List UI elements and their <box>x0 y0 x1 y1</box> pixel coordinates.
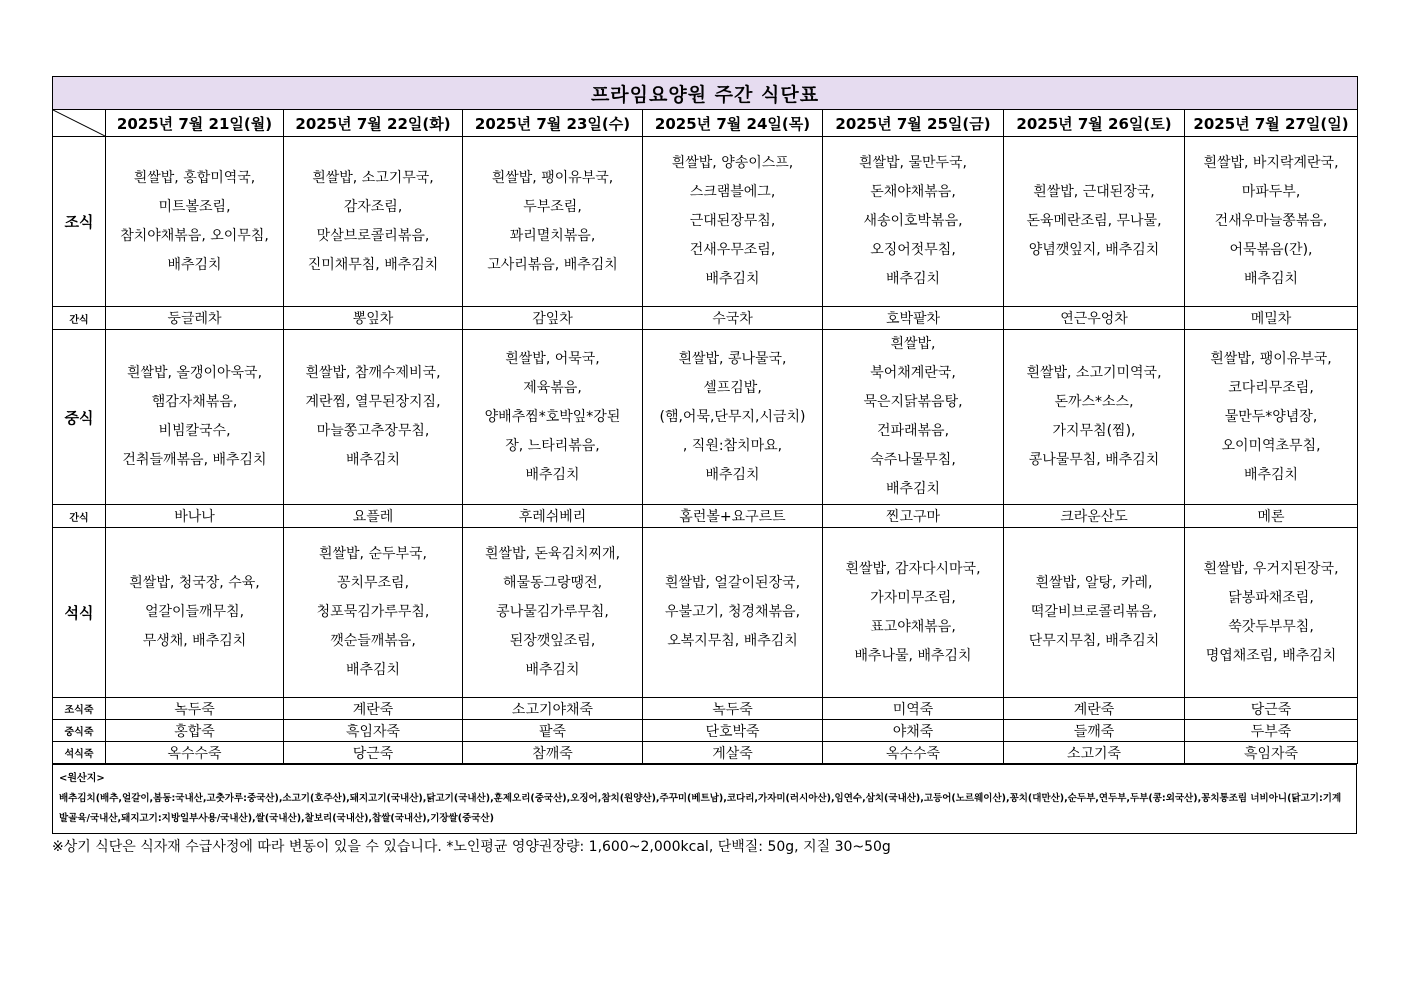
meal-cell: 흰쌀밥, 감자다시마국, 가자미무조림, 표고야채볶음, 배추나물, 배추김치 <box>823 528 1004 698</box>
row-label: 간식 <box>53 505 106 528</box>
menu-sheet <box>52 76 1357 834</box>
meal-cell: 흰쌀밥, 콩나물국, 셀프김밥, (햄,어묵,단무지,시금치) , 직원:참치마요, 배추김치 <box>643 330 823 505</box>
menu-title: 프라임요양원 주간 식단표 <box>53 77 1358 110</box>
porridge-cell: 홍합죽 <box>106 720 284 742</box>
meal-cell: 흰쌀밥, 알탕, 카레, 떡갈비브로콜리볶음, 단무지무침, 배추김치 <box>1004 528 1185 698</box>
snack-cell: 크라운산도 <box>1004 505 1185 528</box>
porridge-cell: 소고기야채죽 <box>463 698 643 720</box>
snack-cell: 호박팥차 <box>823 307 1004 330</box>
porridge-cell: 녹두죽 <box>643 698 823 720</box>
menu-row-porridge <box>53 698 1358 720</box>
porridge-cell: 소고기죽 <box>1004 742 1185 764</box>
weekly-menu-table <box>52 76 1358 764</box>
meal-cell: 흰쌀밥, 물만두국, 돈채야채볶음, 새송이호박볶음, 오징어젓무침, 배추김치 <box>823 137 1004 307</box>
porridge-cell: 당근죽 <box>1185 698 1358 720</box>
day-header: 2025년 7월 21일(월) <box>106 110 284 137</box>
porridge-cell: 흑임자죽 <box>284 720 463 742</box>
meal-cell: 흰쌀밥, 근대된장국, 돈육메란조림, 무나물, 양념깻잎지, 배추김치 <box>1004 137 1185 307</box>
snack-cell: 바나나 <box>106 505 284 528</box>
snack-cell: 메론 <box>1185 505 1358 528</box>
porridge-cell: 당근죽 <box>284 742 463 764</box>
snack-cell: 연근우엉차 <box>1004 307 1185 330</box>
menu-row-porridge <box>53 720 1358 742</box>
meal-cell: 흰쌀밥, 순두부국, 꽁치무조림, 청포묵김가루무침, 깻순들깨볶음, 배추김치 <box>284 528 463 698</box>
meal-cell: 흰쌀밥, 소고기무국, 감자조림, 맛살브로콜리볶음, 진미채무침, 배추김치 <box>284 137 463 307</box>
snack-cell: 수국차 <box>643 307 823 330</box>
row-label: 조식죽 <box>53 698 106 720</box>
row-label: 조식 <box>53 137 106 307</box>
porridge-cell: 옥수수죽 <box>823 742 1004 764</box>
snack-cell: 찐고구마 <box>823 505 1004 528</box>
footnote: ※상기 식단은 식자재 수급사정에 따라 변동이 있을 수 있습니다. *노인평균 영양권장량: 1,600~2,000kcal, 단백질: 50g, 지질 30~50g <box>52 839 891 855</box>
porridge-cell: 옥수수죽 <box>106 742 284 764</box>
porridge-cell: 팥죽 <box>463 720 643 742</box>
snack-cell: 요플레 <box>284 505 463 528</box>
row-label: 석식죽 <box>53 742 106 764</box>
meal-cell: 흰쌀밥, 팽이유부국, 코다리무조림, 물만두*양념장, 오이미역초무침, 배추김치 <box>1185 330 1358 505</box>
porridge-cell: 두부죽 <box>1185 720 1358 742</box>
meal-cell: 흰쌀밥, 어묵국, 제육볶음, 양배추찜*호박잎*강된 장, 느타리볶음, 배추김치 <box>463 330 643 505</box>
snack-cell: 후레쉬베리 <box>463 505 643 528</box>
day-header: 2025년 7월 26일(토) <box>1004 110 1185 137</box>
menu-row-meal <box>53 528 1358 698</box>
porridge-cell: 들깨죽 <box>1004 720 1185 742</box>
day-header: 2025년 7월 22일(화) <box>284 110 463 137</box>
row-label: 간식 <box>53 307 106 330</box>
meal-cell: 흰쌀밥, 팽이유부국, 두부조림, 꽈리멸치볶음, 고사리볶음, 배추김치 <box>463 137 643 307</box>
row-label: 중식 <box>53 330 106 505</box>
snack-cell: 메밀차 <box>1185 307 1358 330</box>
porridge-cell: 단호박죽 <box>643 720 823 742</box>
origin-text: 배추김치(배추,얼갈이,봄동:국내산,고춧가루:중국산),소고기(호주산),돼지고기(국내산),닭고기(국내산),훈제오리(중국산),오징어,참치(원양산),주꾸미(베트남),코다리,가자미(러시아산),임연수,삼치(국내산),고등어(노르웨이산),꽁치(대만산),순두부,연두부,두부(콩:외국산),꽁치통조림 너비아니(닭고기:기계발골육/국내산,돼지고기:지방일부사용/국내산),쌀(국내산),찰보리(국내산),찹쌀(국내산),기장쌀(중국산) <box>59 793 1342 824</box>
meal-cell: 흰쌀밥, 바지락계란국, 마파두부, 건새우마늘쫑볶음, 어묵볶음(간), 배추김치 <box>1185 137 1358 307</box>
snack-cell: 뽕잎차 <box>284 307 463 330</box>
menu-row-snack <box>53 307 1358 330</box>
menu-row-meal <box>53 330 1358 505</box>
porridge-cell: 게살죽 <box>643 742 823 764</box>
row-label: 석식 <box>53 528 106 698</box>
meal-cell: 흰쌀밥, 돈육김치찌개, 해물동그랑땡전, 콩나물김가루무침, 된장깻잎조림, 배추김치 <box>463 528 643 698</box>
menu-row-meal <box>53 137 1358 307</box>
day-header: 2025년 7월 23일(수) <box>463 110 643 137</box>
day-header: 2025년 7월 27일(일) <box>1185 110 1358 137</box>
day-header-row <box>53 110 1358 137</box>
meal-cell: 흰쌀밥, 홍합미역국, 미트볼조림, 참치야채볶음, 오이무침, 배추김치 <box>106 137 284 307</box>
diagonal-line <box>53 110 105 136</box>
menu-row-porridge <box>53 742 1358 764</box>
meal-cell: 흰쌀밥, 우거지된장국, 닭봉파채조림, 쑥갓두부무침, 명엽채조림, 배추김치 <box>1185 528 1358 698</box>
corner-cell <box>53 110 106 137</box>
porridge-cell: 계란죽 <box>284 698 463 720</box>
snack-cell: 둥글레차 <box>106 307 284 330</box>
porridge-cell: 참깨죽 <box>463 742 643 764</box>
porridge-cell: 야채죽 <box>823 720 1004 742</box>
meal-cell: 흰쌀밥, 소고기미역국, 돈까스*소스, 가지무침(찜), 콩나물무침, 배추김치 <box>1004 330 1185 505</box>
porridge-cell: 계란죽 <box>1004 698 1185 720</box>
snack-cell: 홈런볼+요구르트 <box>643 505 823 528</box>
snack-cell: 감잎차 <box>463 307 643 330</box>
origin-cell <box>53 765 1357 834</box>
porridge-cell: 흑임자죽 <box>1185 742 1358 764</box>
meal-cell: 흰쌀밥, 청국장, 수육, 얼갈이들깨무침, 무생채, 배추김치 <box>106 528 284 698</box>
menu-row-snack <box>53 505 1358 528</box>
meal-cell: 흰쌀밥, 얼갈이된장국, 우불고기, 청경채볶음, 오복지무침, 배추김치 <box>643 528 823 698</box>
day-header: 2025년 7월 25일(금) <box>823 110 1004 137</box>
porridge-cell: 미역죽 <box>823 698 1004 720</box>
row-label: 중식죽 <box>53 720 106 742</box>
day-header: 2025년 7월 24일(목) <box>643 110 823 137</box>
meal-cell: 흰쌀밥, 양송이스프, 스크램블에그, 근대된장무침, 건새우무조림, 배추김치 <box>643 137 823 307</box>
meal-cell: 흰쌀밥, 참깨수제비국, 계란찜, 열무된장지짐, 마늘쫑고추장무침, 배추김치 <box>284 330 463 505</box>
meal-cell: 흰쌀밥, 북어채계란국, 묵은지닭볶음탕, 건파래볶음, 숙주나물무침, 배추김치 <box>823 330 1004 505</box>
porridge-cell: 녹두죽 <box>106 698 284 720</box>
origin-table <box>52 764 1357 834</box>
meal-cell: 흰쌀밥, 올갱이아욱국, 햄감자채볶음, 비빔칼국수, 건취들깨볶음, 배추김치 <box>106 330 284 505</box>
origin-label: <원산지> <box>59 773 105 784</box>
